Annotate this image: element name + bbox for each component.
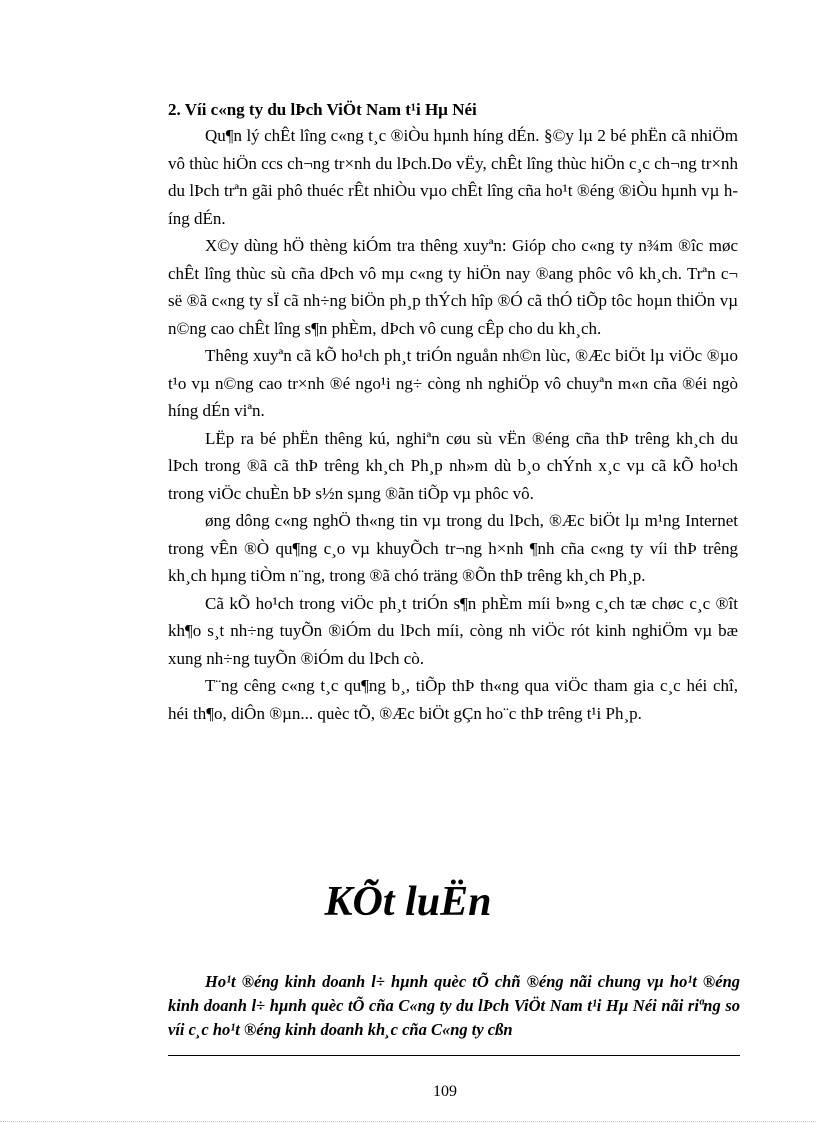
conclusion-paragraph: Ho¹t ®éng kinh doanh l÷ hµnh quèc tÕ chñ ®éng nãi chung vµ ho¹t ®éng kinh doanh l÷ hµnh quèc tÕ cña C«ng ty du lÞch ViÖt Nam t¹i Hµ Néi nãi riªng so víi c¸c ho¹t ®éng kinh doanh kh¸c cña C«ng ty cßn bbox=[168, 972, 740, 1039]
section-heading: 2. Víi c«ng ty du lÞch ViÖt Nam t¹i Hµ Néi bbox=[168, 100, 477, 119]
paragraph-7: T¨ng cêng c«ng t¸c qu¶ng b¸, tiÕp thÞ th«ng qua viÖc tham gia c¸c héi chî, héi th¶o, diÔn ®µn... quèc tÕ, ®Æc biÖt gÇn ho¨c thÞ trêng t¹i Ph¸p. bbox=[168, 676, 738, 723]
paragraph-3: Thêng xuyªn cã kÕ ho¹ch ph¸t triÓn nguån nh©n lùc, ®Æc biÖt lµ viÖc ®µo t¹o vµ n©ng cao tr×nh ®é ngo¹i ng÷ còng nh nghiÖp vô chuyªn m«n cña ®éi ngò híng dÉn viªn. bbox=[168, 346, 738, 420]
paragraph-5: øng dông c«ng nghÖ th«ng tin vµ trong du lÞch, ®Æc biÖt lµ m¹ng Internet trong vÊn ®Ò qu¶ng c¸o vµ khuyÕch tr¬ng h×nh ¶nh cña c«ng ty víi thÞ trêng kh¸ch hµng tiÒm n¨ng, trong ®ã chó träng ®Õn thÞ trêng kh¸ch Ph¸p. bbox=[168, 511, 738, 585]
page-number: 109 bbox=[433, 1083, 457, 1100]
page-bottom-border bbox=[0, 1121, 816, 1122]
paragraph-1: Qu¶n lý chÊt lîng c«ng t¸c ®iÒu hµnh híng dÉn. §©y lµ 2 bé phËn cã nhiÖm vô thùc hiÖn ccs ch¬ng tr×nh du lÞch.Do vËy, chÊt lîng thùc hiÖn c¸c ch¬ng tr×nh du lÞch trªn gãi phô thuéc rÊt nhiÒu vµo chÊt lîng cña ho¹t ®éng ®iÒu hµnh vµ híng dÉn. bbox=[168, 126, 738, 228]
paragraph-4: LËp ra bé phËn thêng kú, nghiªn cøu sù vËn ®éng cña thÞ trêng kh¸ch du lÞch trong ®ã cã thÞ trêng kh¸ch Ph¸p nh»m dù b¸o chÝnh x¸c vµ cã kÕ ho¹ch trong viÖc chuÈn bÞ s½n sµng ®ãn tiÕp vµ phôc vô. bbox=[168, 428, 738, 503]
paragraph-2: X©y dùng hÖ thèng kiÓm tra thêng xuyªn: Gióp cho c«ng ty n¾m ®îc møc chÊt lîng thùc sù cña dÞch vô mµ c«ng ty hiÖn nay ®ang phôc vô kh¸ch. Trªn c¬ së ®ã c«ng ty sÏ cã nh÷ng biÖn ph¸p thÝch hîp ®Ó cã thÓ tiÕp tôc hoµn thiÖn vµ n©ng cao chÊt lîng s¶n phÈm, dÞch vô cung cÊp cho du kh¸ch. bbox=[168, 236, 738, 338]
conclusion-title: KÕt luËn bbox=[324, 879, 492, 925]
footer-divider bbox=[168, 1055, 740, 1056]
paragraph-6: Cã kÕ ho¹ch trong viÖc ph¸t triÓn s¶n phÈm míi b»ng c¸ch tæ chøc c¸c ®ît kh¶o s¸t nh÷ng tuyÕn ®iÓm du lÞch míi, còng nh viÖc rót kinh nghiÖm vµ bæ xung nh÷ng tuyÕn ®iÓm du lÞch cò. bbox=[168, 593, 738, 668]
body-text bbox=[168, 122, 738, 727]
